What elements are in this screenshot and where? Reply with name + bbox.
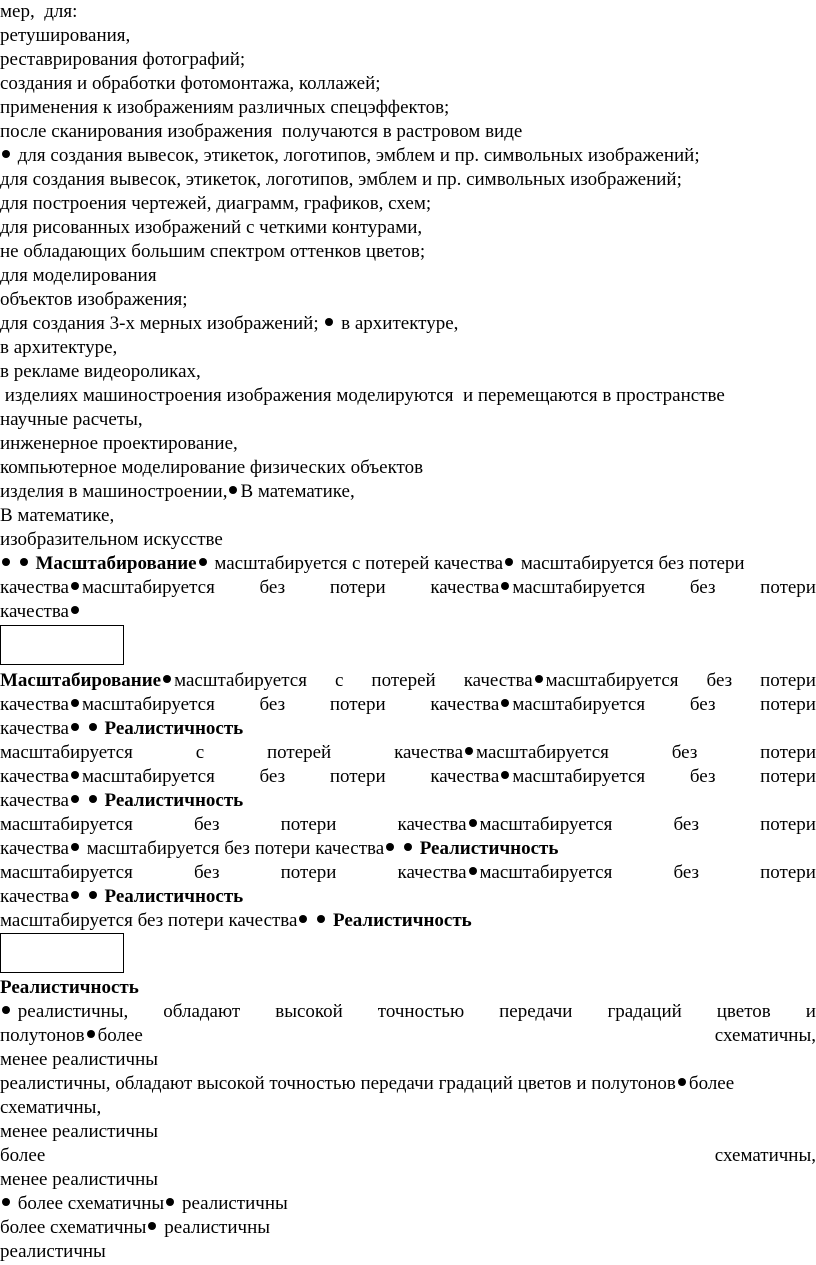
text-line: В математике, — [0, 505, 115, 526]
bullet-icon — [2, 150, 10, 158]
text-line: качества Реалистичность — [0, 790, 244, 811]
text-line: компьютерное моделирование физических объектов — [0, 457, 424, 478]
text-line: изобразительном искусстве — [0, 529, 223, 550]
bullet-icon — [163, 675, 171, 683]
text-line: для моделирования — [0, 265, 157, 286]
text-line: схематичны, — [0, 1097, 102, 1118]
text-line: в рекламе видеороликах, — [0, 361, 201, 382]
bullet-icon — [71, 723, 79, 731]
empty-box — [0, 625, 124, 665]
section-heading: Реалистичность — [0, 977, 139, 998]
bullet-icon — [71, 843, 79, 851]
text-line: качества масштабируется без потери качества масштабируется без потери — [0, 577, 816, 598]
text-line: Масштабирование масштабируется с потерей качества масштабируется без потери — [0, 552, 816, 576]
text-line: масштабируется с потерей качества масштабируется без потери — [0, 742, 816, 763]
text-line: мер, для: — [0, 1, 78, 22]
text-line: масштабируется без потери качества масштабируется без потери — [0, 862, 816, 883]
text-line: качества масштабируется без потери качества масштабируется без потери — [0, 766, 816, 787]
bullet-icon — [2, 558, 10, 566]
bullet-icon — [87, 1030, 95, 1038]
bullet-icon — [89, 891, 97, 899]
text-line: более схематичны, — [0, 1145, 816, 1166]
bullet-icon — [325, 318, 333, 326]
bullet-icon — [465, 747, 473, 755]
bullet-icon — [505, 558, 513, 566]
bullet-icon — [2, 1006, 10, 1014]
text-line: в архитектуре, — [0, 337, 118, 358]
text-line: реалистичны, обладают высокой точностью передачи градаций цветов и — [0, 1000, 816, 1024]
text-line: более схематичны реалистичны — [0, 1217, 271, 1238]
text-line: инженерное проектирование, — [0, 433, 238, 454]
text-line: менее реалистичны — [0, 1169, 159, 1190]
text-line: после сканирования изображения получаются в растровом виде — [0, 121, 523, 142]
text-line: научные расчеты, — [0, 409, 143, 430]
text-line: более схематичны реалистичны — [0, 1192, 816, 1216]
text-line: объектов изображения; — [0, 289, 188, 310]
text-line: применения к изображениям различных спецэффектов; — [0, 97, 450, 118]
text-line: менее реалистичны — [0, 1049, 159, 1070]
text-line: для построения чертежей, диаграмм, графиков, схем; — [0, 193, 432, 214]
bullet-icon — [535, 675, 543, 683]
bullet-icon — [71, 771, 79, 779]
bullet-icon — [166, 1198, 174, 1206]
empty-box — [0, 933, 124, 973]
text-line: для создания вывесок, этикеток, логотипов, эмблем и пр. символьных изображений; — [0, 169, 682, 190]
bullet-icon — [71, 891, 79, 899]
bullet-icon — [199, 558, 207, 566]
bullet-icon — [229, 486, 237, 494]
bullet-icon — [501, 771, 509, 779]
bullet-icon — [317, 915, 325, 923]
bullet-icon — [501, 699, 509, 707]
text-line: качества масштабируется без потери качества Реалистичность — [0, 838, 559, 859]
text-line: Масштабирование масштабируется с потерей качества масштабируется без потери — [0, 670, 816, 691]
text-line: реалистичны, обладают высокой точностью передачи градаций цветов и полутонов более — [0, 1073, 735, 1094]
text-line: реалистичны — [0, 1241, 106, 1262]
text-line: для рисованных изображений с четкими контурами, — [0, 217, 423, 238]
text-line: создания и обработки фотомонтажа, коллажей; — [0, 73, 381, 94]
bullet-icon — [2, 1198, 10, 1206]
text-line: ретуширования, — [0, 25, 131, 46]
text-line: масштабируется без потери качества Реалистичность — [0, 910, 472, 931]
bullet-icon — [386, 843, 394, 851]
text-line: изделия в машиностроении, В математике, — [0, 481, 355, 502]
text-line: полутонов более схематичны, — [0, 1025, 816, 1046]
bullet-icon — [20, 558, 28, 566]
bullet-icon — [71, 699, 79, 707]
text-line: качества масштабируется без потери качества масштабируется без потери — [0, 694, 816, 715]
bullet-icon — [89, 723, 97, 731]
text-line: для создания 3-х мерных изображений; в архитектуре, — [0, 313, 459, 334]
bullet-icon — [501, 582, 509, 590]
text-line: качества Реалистичность — [0, 886, 244, 907]
bullet-icon — [299, 915, 307, 923]
bullet-icon — [469, 819, 477, 827]
text-line: масштабируется без потери качества масштабируется без потери — [0, 814, 816, 835]
text-line: изделиях машиностроения изображения моделируются и перемещаются в пространстве — [0, 385, 725, 406]
bullet-icon — [404, 843, 412, 851]
text-line: не обладающих большим спектром оттенков цветов; — [0, 241, 426, 262]
text-line: качества — [0, 600, 816, 624]
bullet-icon — [678, 1078, 686, 1086]
bullet-icon — [71, 795, 79, 803]
text-line: менее реалистичны — [0, 1121, 159, 1142]
text-line: для создания вывесок, этикеток, логотипов, эмблем и пр. символьных изображений; — [0, 144, 816, 168]
bullet-icon — [71, 606, 79, 614]
bullet-icon — [71, 582, 79, 590]
text-line: качества Реалистичность — [0, 718, 244, 739]
bullet-icon — [469, 867, 477, 875]
bullet-icon — [89, 795, 97, 803]
text-line: реставрирования фотографий; — [0, 49, 246, 70]
bullet-icon — [148, 1222, 156, 1230]
